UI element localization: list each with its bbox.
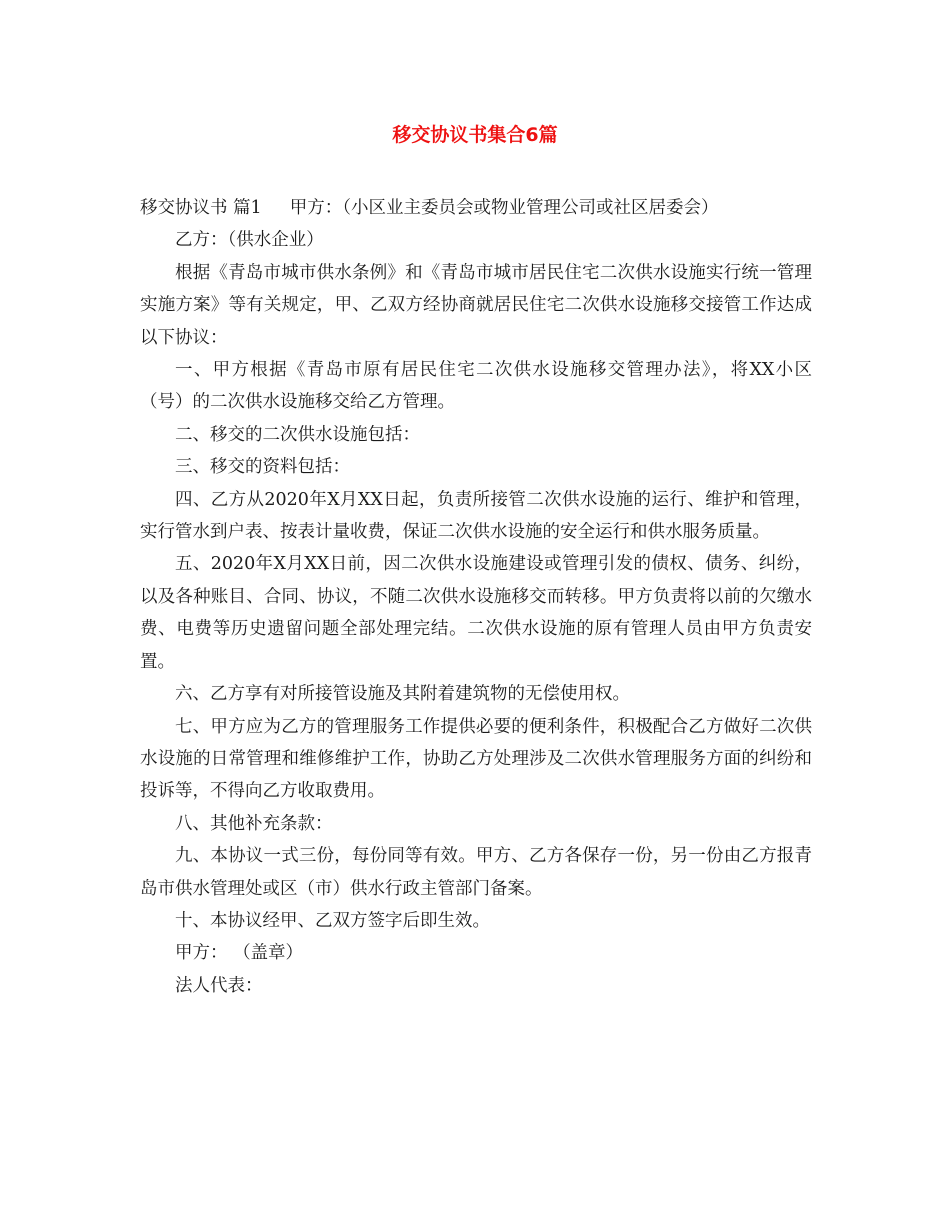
first-line	[140, 192, 812, 224]
signature-legal-rep: 法人代表：	[175, 975, 263, 996]
paragraph-clause-8: 八、其他补充条款：	[175, 813, 333, 834]
paragraph-clause-7: 七、甲方应为乙方的管理服务工作提供必要的便利条件，积极配合乙方做好二次供水设施的日常管理和维修维护工作，协助乙方处理涉及二次供水管理服务方面的纠纷和投诉等，不得向乙方收取费用。	[140, 716, 812, 802]
document-body	[140, 192, 812, 1002]
paragraph-preamble: 根据《青岛市城市供水条例》和《青岛市城市居民住宅二次供水设施实行统一管理实施方案》等有关规定，甲、乙双方经协商就居民住宅二次供水设施移交接管工作达成以下协议：	[140, 262, 812, 348]
party-a-line: 甲方：（小区业主委员会或物业管理公司或社区居委会）	[289, 198, 719, 218]
paragraph-clause-6: 六、乙方享有对所接管设施及其附着建筑物的无偿使用权。	[175, 684, 630, 705]
paragraph-clause-4: 四、乙方从2020年X月XX日起，负责所接管二次供水设施的运行、维护和管理，实行管水到户表、按表计量收费，保证二次供水设施的安全运行和供水服务质量。	[140, 489, 812, 543]
section-label: 移交协议书 篇1	[140, 198, 262, 218]
paragraph-clause-9: 九、本协议一式三份，每份同等有效。甲方、乙方各保存一份，另一份由乙方报青岛市供水管理处或区（市）供水行政主管部门备案。	[140, 846, 812, 899]
paragraph-clause-3: 三、移交的资料包括：	[175, 457, 350, 478]
paragraph-party-b: 乙方：（供水企业）	[175, 230, 324, 251]
signature-party-a: 甲方： （盖章）	[175, 943, 304, 964]
paragraph-clause-10: 十、本协议经甲、乙双方签字后即生效。	[175, 910, 490, 931]
document-title: 移交协议书集合6篇	[392, 124, 558, 146]
paragraph-clause-1: 一、甲方根据《青岛市原有居民住宅二次供水设施移交管理办法》，将XX小区（号）的二次供水设施移交给乙方管理。	[140, 360, 812, 413]
paragraph-clause-5: 五、2020年X月XX日前，因二次供水设施建设或管理引发的债权、债务、纠纷，以及各种账目、合同、协议，不随二次供水设施移交而转移。甲方负责将以前的欠缴水费、电费等历史遗留问题全部处理完结。二次供水设施的原有管理人员由甲方负责安置。	[140, 554, 812, 672]
paragraph-clause-2: 二、移交的二次供水设施包括：	[175, 424, 420, 445]
